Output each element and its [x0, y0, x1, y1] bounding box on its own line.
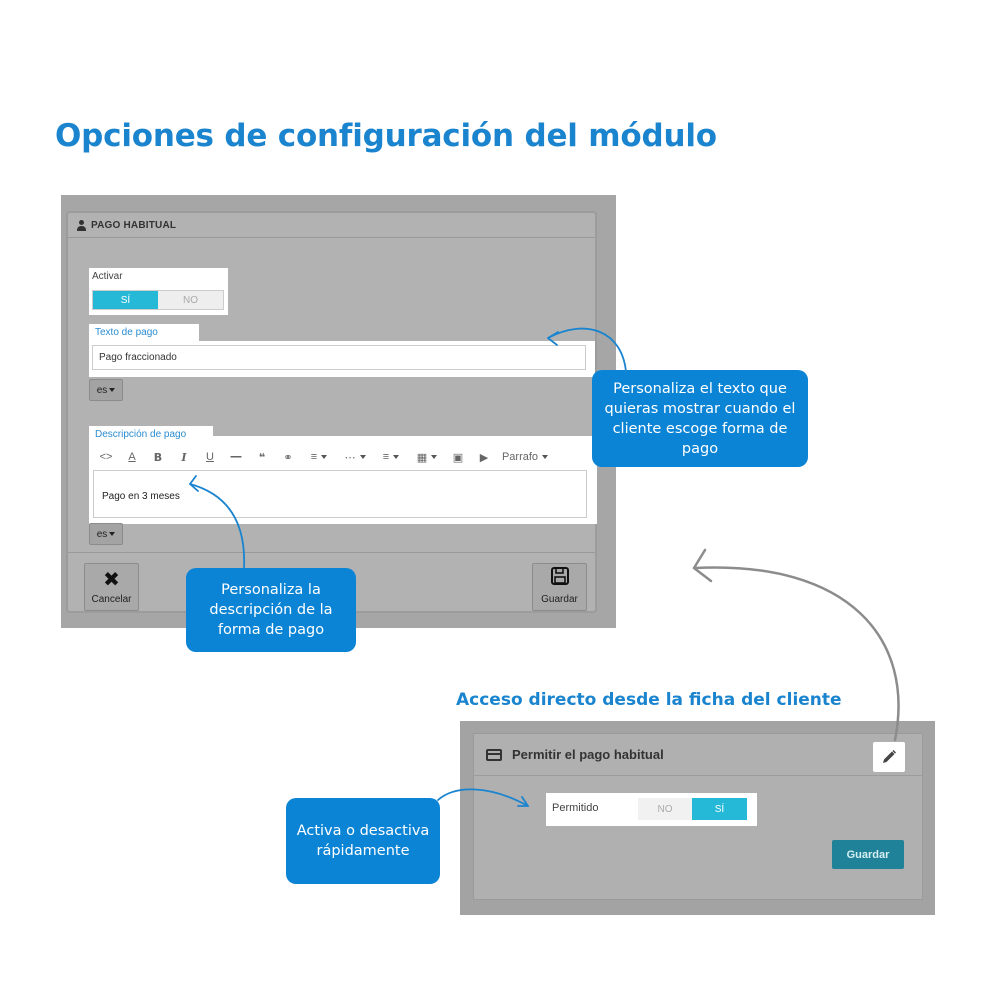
texto-pago-language-dropdown[interactable]: [89, 379, 123, 401]
activar-yes-option[interactable]: SÍ: [93, 291, 158, 309]
permitido-no-option[interactable]: NO: [657, 803, 673, 815]
customer-card-screenshot: [460, 721, 935, 915]
link-icon[interactable]: ⚭: [283, 451, 293, 464]
panel-footer-divider: [68, 552, 595, 553]
callout-activa: Activa o desactiva rápidamente: [286, 798, 440, 884]
descripcion-pago-field: [89, 436, 597, 524]
permitir-pago-panel: [473, 733, 923, 900]
video-icon[interactable]: ▶: [479, 451, 489, 464]
guardar-button[interactable]: Guardar: [832, 840, 904, 869]
align-icon[interactable]: ≡: [301, 446, 337, 468]
caret-down-icon: [109, 532, 115, 536]
blockquote-icon[interactable]: ❝: [258, 450, 266, 464]
customer-card-heading: Acceso directo desde la ficha del cliente: [456, 690, 842, 710]
edit-button[interactable]: [873, 742, 905, 772]
language-code: es: [96, 528, 108, 540]
activar-switch[interactable]: [92, 290, 224, 310]
caret-down-icon: [109, 388, 115, 392]
descripcion-pago-label: Descripción de pago: [89, 426, 213, 443]
module-config-screenshot: [61, 195, 616, 628]
callout-texto: Personaliza el texto que quieras mostrar cuando el cliente escoge forma de pago: [592, 370, 808, 467]
image-icon[interactable]: ▣: [452, 451, 464, 464]
panel-header: [68, 213, 595, 238]
activar-label: Activar: [92, 271, 123, 282]
texto-pago-field: [89, 341, 595, 377]
panel-title: PAGO HABITUAL: [91, 219, 177, 231]
text-color-icon[interactable]: A: [128, 451, 136, 463]
bullet-list-icon[interactable]: ⋯: [337, 446, 373, 468]
descripcion-editor[interactable]: Pago en 3 meses: [93, 470, 587, 518]
permitido-field: [546, 793, 757, 826]
permitido-label: Permitido: [552, 802, 599, 814]
permitido-yes-option[interactable]: SÍ: [692, 798, 747, 820]
panel-title: Permitir el pago habitual: [512, 747, 664, 762]
cancel-button[interactable]: [84, 563, 139, 611]
cancel-button-label: Cancelar: [91, 594, 132, 605]
italic-icon[interactable]: I: [181, 450, 187, 464]
save-button-label: Guardar: [541, 594, 578, 605]
strikethrough-icon[interactable]: —: [230, 451, 242, 463]
language-code: es: [96, 384, 108, 396]
user-icon: [76, 220, 87, 231]
save-icon: [550, 566, 570, 590]
permitido-switch[interactable]: [638, 798, 747, 820]
editor-toolbar: [93, 446, 553, 468]
table-icon[interactable]: ▦: [409, 446, 445, 468]
descripcion-pago-language-dropdown[interactable]: [89, 523, 123, 545]
credit-card-icon: [486, 749, 502, 761]
bold-icon[interactable]: B: [153, 450, 163, 464]
callout-descripcion: Personaliza la descripción de la forma de pago: [186, 568, 356, 652]
numbered-list-icon[interactable]: ≡: [373, 446, 409, 468]
format-select[interactable]: [497, 446, 553, 468]
format-select-value: Parrafo: [501, 451, 539, 463]
underline-icon[interactable]: U: [206, 451, 214, 463]
texto-pago-input[interactable]: Pago fraccionado: [92, 345, 586, 370]
close-icon: ✖: [103, 569, 120, 591]
panel-header: [474, 734, 922, 776]
save-button[interactable]: [532, 563, 587, 611]
texto-pago-label: Texto de pago: [89, 324, 199, 341]
arrow-to-module: [694, 567, 899, 740]
source-code-icon[interactable]: <>: [99, 451, 113, 463]
pago-habitual-panel: [66, 211, 597, 613]
page-heading: Opciones de configuración del módulo: [55, 118, 717, 154]
activar-no-option[interactable]: NO: [183, 294, 198, 306]
activar-field: [89, 268, 228, 315]
pencil-icon: [881, 749, 897, 765]
